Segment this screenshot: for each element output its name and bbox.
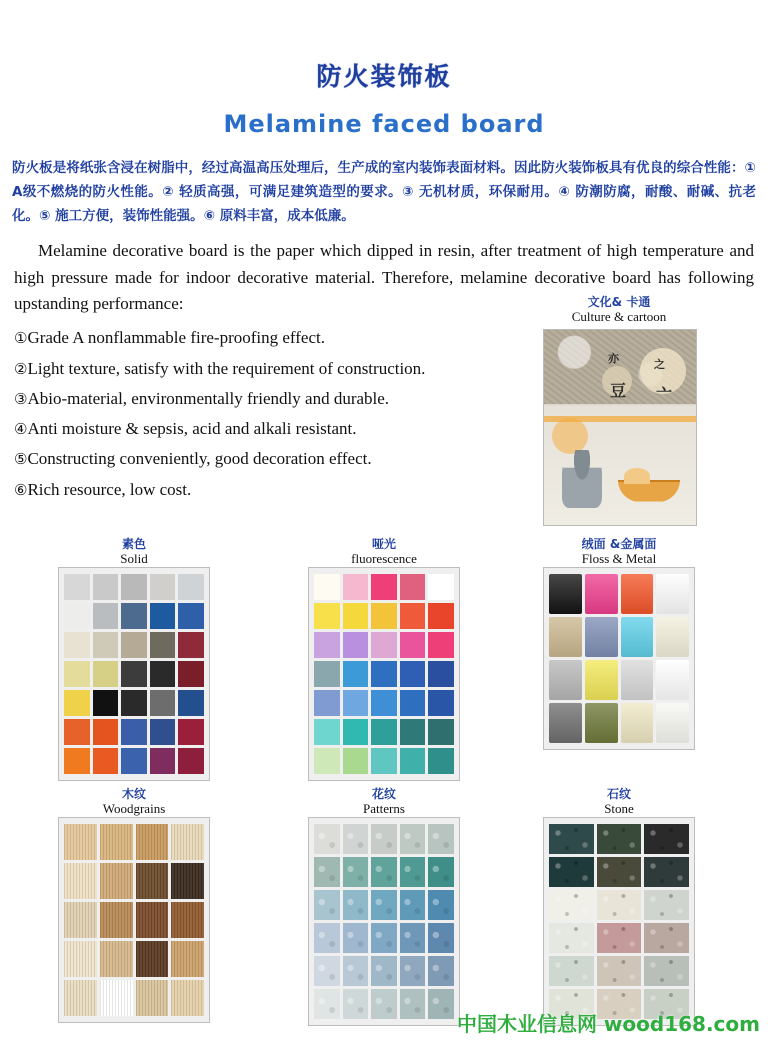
swatch-cell (400, 923, 426, 953)
swatch-cell (343, 857, 369, 887)
swatch-cell (549, 617, 582, 657)
swatch-cell (585, 617, 618, 657)
swatch-cell (171, 902, 204, 938)
swatch-cell (400, 661, 426, 687)
swatch-cell (549, 824, 594, 854)
swatch-cell (371, 661, 397, 687)
swatch-cell (371, 690, 397, 716)
swatch-cell (93, 632, 119, 658)
swatch-cell (428, 574, 454, 600)
swatch-cell (93, 719, 119, 745)
swatch-panel-woodgrains (58, 817, 210, 1023)
swatch-cell (314, 690, 340, 716)
swatch-cell (93, 574, 119, 600)
swatch-cell (656, 574, 689, 614)
swatch-cell (314, 923, 340, 953)
swatch-cell (343, 824, 369, 854)
list-item-label: Grade A nonflammable fire-proofing effect. (27, 328, 325, 348)
swatch-cell (178, 690, 204, 716)
swatch-cell (64, 574, 90, 600)
swatch-cell (343, 923, 369, 953)
swatch-cell (64, 824, 97, 860)
section-caption-english: fluorescence (351, 550, 417, 566)
swatch-cell (428, 690, 454, 716)
list-item-number: ② (14, 359, 28, 378)
swatch-cell (621, 617, 654, 657)
swatch-cell (121, 574, 147, 600)
swatch-cell (343, 748, 369, 774)
swatch-cell (314, 603, 340, 629)
swatch-cell (136, 980, 169, 1016)
swatch-cell (171, 863, 204, 899)
swatch-cell (428, 857, 454, 887)
swatch-cell (343, 632, 369, 658)
swatch-cell (314, 748, 340, 774)
swatch-cell (400, 989, 426, 1019)
swatch-cell (428, 661, 454, 687)
swatch-cell (428, 890, 454, 920)
swatch-cell (621, 703, 654, 743)
swatch-cell (343, 989, 369, 1019)
section-caption-english: Woodgrains (102, 800, 166, 816)
swatch-cell (400, 956, 426, 986)
swatch-grid (549, 574, 689, 743)
swatch-cell (371, 989, 397, 1019)
page-title-english: Melamine faced board (223, 109, 545, 138)
swatch-cell (343, 719, 369, 745)
swatch-panel-floss-metal (543, 567, 695, 750)
swatch-cell (549, 703, 582, 743)
list-item-label: Abio-material, environmentally friendly and durable. (27, 388, 390, 408)
swatch-panel-solid (58, 567, 210, 781)
swatch-cell (343, 890, 369, 920)
swatch-cell (400, 857, 426, 887)
swatch-cell (136, 941, 169, 977)
swatch-cell (428, 923, 454, 953)
calligraphy-glyph: 豆 (610, 380, 627, 400)
swatch-panel-patterns (308, 817, 460, 1026)
section-caption-chinese: 素色 (121, 536, 146, 551)
swatch-cell (93, 661, 119, 687)
culture-cartoon-image (543, 329, 697, 526)
section-caption-chinese: 哑光 (371, 536, 396, 551)
section-caption-english: Floss & Metal (581, 550, 657, 566)
swatch-cell (64, 941, 97, 977)
list-item-label: Anti moisture & sepsis, acid and alkali resistant. (27, 419, 357, 439)
swatch-grid (64, 824, 204, 1016)
list-item-label: Rich resource, low cost. (27, 479, 192, 499)
swatch-cell (64, 632, 90, 658)
swatch-cell (549, 956, 594, 986)
swatch-cell (178, 603, 204, 629)
swatch-cell (64, 719, 90, 745)
swatch-cell (621, 574, 654, 614)
swatch-cell (314, 632, 340, 658)
page-title-chinese: 防火装饰板 (316, 61, 452, 91)
swatch-cell (150, 748, 176, 774)
swatch-cell (585, 660, 618, 700)
list-item-number: ③ (14, 389, 28, 408)
swatch-cell (314, 956, 340, 986)
document-page (0, 17, 768, 1041)
swatch-cell (136, 824, 169, 860)
section-caption-english: Culture & cartoon (571, 308, 667, 324)
swatch-cell (121, 690, 147, 716)
swatch-cell (400, 748, 426, 774)
swatch-cell (64, 863, 97, 899)
section-caption-english: Stone (604, 800, 634, 816)
cartoon-boat (618, 480, 680, 502)
swatch-cell (150, 690, 176, 716)
swatch-cell (371, 719, 397, 745)
swatch-grid (314, 574, 454, 774)
calligraphy-glyph: 亠 (656, 384, 673, 404)
calligraphy-glyph: 亦 (608, 351, 619, 365)
swatch-cell (314, 989, 340, 1019)
swatch-cell (100, 863, 133, 899)
swatch-cell (428, 989, 454, 1019)
swatch-cell (343, 661, 369, 687)
list-item-label: Constructing conveniently, good decoration effect. (27, 449, 372, 469)
swatch-cell (343, 690, 369, 716)
swatch-cell (64, 980, 97, 1016)
swatch-cell (400, 719, 426, 745)
section-fluorescence (308, 538, 460, 781)
decorative-circle (552, 418, 588, 454)
section-caption-chinese: 木纹 (121, 786, 146, 801)
swatch-cell (100, 902, 133, 938)
section-caption-english: Solid (120, 550, 148, 566)
calligraphy-glyph: 之 (654, 357, 665, 371)
swatch-cell (371, 748, 397, 774)
swatch-cell (656, 660, 689, 700)
swatch-cell (371, 824, 397, 854)
section-caption-chinese: 绒面 &金属面 (581, 536, 657, 551)
list-item-number: ⑥ (14, 480, 28, 499)
swatch-cell (178, 632, 204, 658)
swatch-cell (171, 941, 204, 977)
decorative-band (544, 416, 696, 422)
swatch-cell (549, 890, 594, 920)
swatch-cell (150, 719, 176, 745)
swatch-cell (121, 632, 147, 658)
swatch-cell (136, 902, 169, 938)
section-caption-chinese: 花纹 (371, 786, 396, 801)
swatch-grid (64, 574, 204, 774)
section-floss-metal (543, 538, 695, 750)
swatch-cell (549, 574, 582, 614)
swatch-cell (597, 824, 642, 854)
swatch-cell (656, 703, 689, 743)
section-caption (58, 788, 210, 817)
swatch-cell (585, 703, 618, 743)
section-culture-cartoon (543, 296, 695, 526)
section-caption (308, 538, 460, 567)
swatch-cell (64, 690, 90, 716)
swatch-cell (428, 956, 454, 986)
swatch-cell (428, 719, 454, 745)
swatch-cell (549, 923, 594, 953)
swatch-cell (64, 603, 90, 629)
swatch-grid (314, 824, 454, 1019)
swatch-cell (644, 890, 689, 920)
swatch-cell (314, 890, 340, 920)
swatch-cell (343, 574, 369, 600)
swatch-cell (121, 661, 147, 687)
swatch-cell (178, 748, 204, 774)
swatch-cell (150, 632, 176, 658)
swatch-grid (549, 824, 689, 1019)
swatch-cell (121, 719, 147, 745)
swatch-cell (100, 824, 133, 860)
swatch-cell (549, 857, 594, 887)
swatch-cell (314, 574, 340, 600)
swatch-cell (93, 603, 119, 629)
section-caption (543, 788, 695, 817)
swatch-cell (371, 574, 397, 600)
swatch-cell (178, 574, 204, 600)
swatch-cell (428, 632, 454, 658)
swatch-cell (371, 632, 397, 658)
swatch-cell (100, 941, 133, 977)
section-caption-english: Patterns (363, 800, 405, 816)
figure-silhouette (562, 450, 602, 508)
swatch-cell (343, 956, 369, 986)
swatch-cell (171, 824, 204, 860)
swatch-cell (371, 890, 397, 920)
swatch-cell (621, 660, 654, 700)
watermark: 中国木业信息网 wood168.com (456, 1011, 760, 1036)
swatch-cell (371, 603, 397, 629)
swatch-cell (400, 890, 426, 920)
list-item-number: ④ (14, 420, 28, 439)
section-caption (308, 788, 460, 817)
swatch-cell (644, 824, 689, 854)
swatch-cell (428, 603, 454, 629)
swatch-cell (549, 660, 582, 700)
swatch-panel-stone (543, 817, 695, 1026)
section-stone (543, 788, 695, 1026)
swatch-cell (597, 956, 642, 986)
list-item-number: ⑤ (14, 450, 28, 469)
section-caption-chinese: 石纹 (606, 786, 631, 801)
swatch-cell (150, 603, 176, 629)
swatch-cell (644, 956, 689, 986)
swatch-panel-fluorescence (308, 567, 460, 781)
swatch-cell (150, 574, 176, 600)
swatch-cell (644, 923, 689, 953)
list-item-number: ① (14, 329, 28, 348)
swatch-cell (121, 603, 147, 629)
intro-paragraph-chinese: 防火板是将纸张含浸在树脂中，经过高温高压处理后，生产成的室内装饰表面材料。因此防火装饰板具有优良的综合性能：① A级不燃烧的防火性能。② 轻质高强，可满足建筑造型的要求。③ 无机材质，环保耐用。④ 防潮防腐，耐酸、耐碱、抗老化。⑤ 施工方便，装饰性能强。⑥ 原料丰富，成本低廉。 (12, 160, 756, 224)
intro-paragraph-english: Melamine decorative board is the paper which dipped in resin, after treatment of high temperature and high pressure made for indoor decorative material. Therefore, melamine decorative board has following upstanding performance: (14, 241, 754, 313)
swatch-cell (400, 632, 426, 658)
swatch-cell (64, 661, 90, 687)
swatch-cell (400, 603, 426, 629)
swatch-cell (314, 661, 340, 687)
section-solid (58, 538, 210, 781)
swatch-cell (178, 661, 204, 687)
swatch-cell (644, 857, 689, 887)
swatch-cell (597, 857, 642, 887)
swatch-cell (171, 980, 204, 1016)
swatch-cell (371, 857, 397, 887)
swatch-cell (121, 748, 147, 774)
swatch-cell (400, 574, 426, 600)
swatch-cell (64, 748, 90, 774)
section-caption (543, 538, 695, 567)
section-woodgrains (58, 788, 210, 1023)
swatch-cell (314, 824, 340, 854)
swatch-cell (428, 824, 454, 854)
swatch-cell (314, 719, 340, 745)
section-caption-chinese: 文化& 卡通 (587, 294, 651, 309)
swatch-cell (93, 748, 119, 774)
swatch-cell (656, 617, 689, 657)
swatch-cell (314, 857, 340, 887)
swatch-cell (400, 824, 426, 854)
swatch-cell (150, 661, 176, 687)
swatch-cell (93, 690, 119, 716)
swatch-cell (100, 980, 133, 1016)
swatch-cell (371, 956, 397, 986)
swatch-cell (178, 719, 204, 745)
section-caption (58, 538, 210, 567)
swatch-cell (136, 863, 169, 899)
swatch-cell (343, 603, 369, 629)
swatch-cell (371, 923, 397, 953)
swatch-cell (400, 690, 426, 716)
swatch-cell (597, 923, 642, 953)
swatch-cell (428, 748, 454, 774)
list-item-label: Light texture, satisfy with the requirement of construction. (27, 358, 426, 378)
swatch-cell (597, 890, 642, 920)
section-patterns (308, 788, 460, 1026)
swatch-cell (64, 902, 97, 938)
swatch-cell (585, 574, 618, 614)
